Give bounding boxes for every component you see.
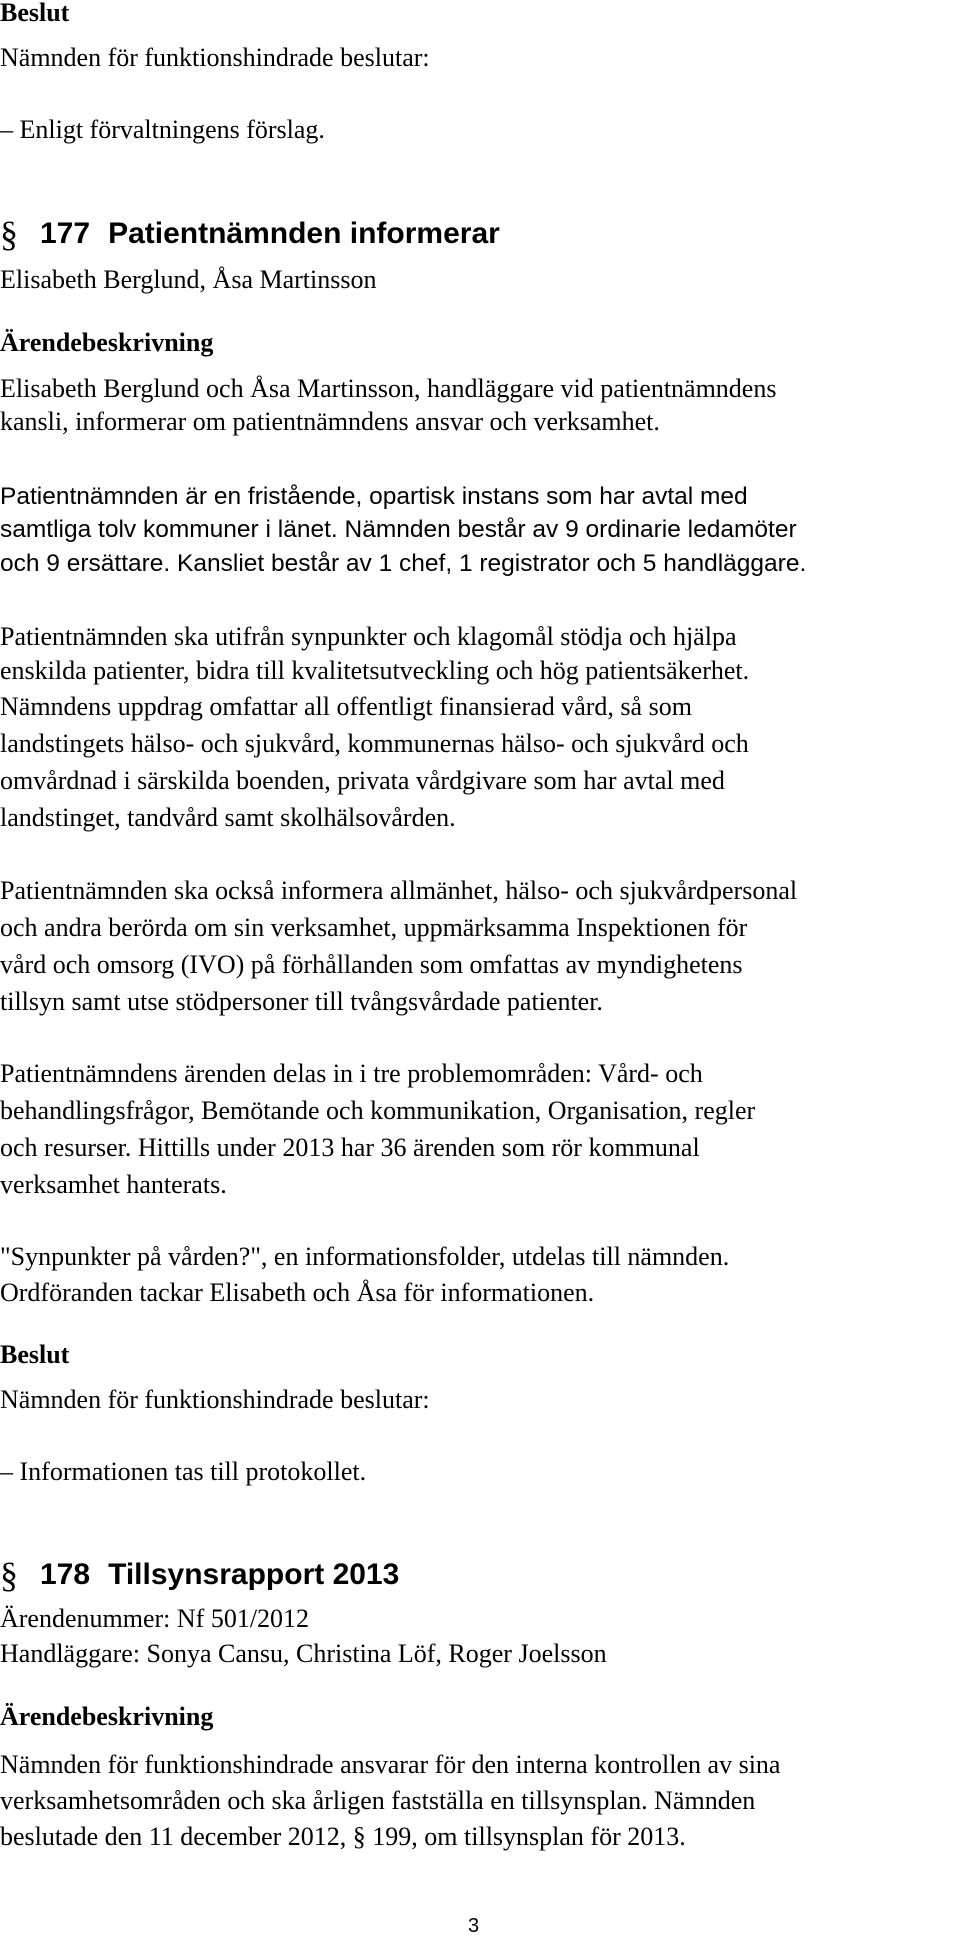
paragraph-line: Patientnämnden ska utifrån synpunkter och klagomål stödja och hjälpa [0,622,737,651]
paragraph-line: Patientnämnden är en fristående, opartisk instans som har avtal med [0,483,748,510]
decision-heading: Beslut [0,0,70,27]
paragraph-line: Patientnämndens ärenden delas in i tre problemområden: Vård- och [0,1059,703,1088]
paragraph-line: "Synpunkter på vården?", en informationsfolder, utdelas till nämnden. [0,1242,730,1271]
paragraph-line: enskilda patienter, bidra till kvalitetsutveckling och hög patientsäkerhet. [0,656,750,685]
decision-intro: Nämnden för funktionshindrade beslutar: [0,43,430,72]
section-sign: § [0,214,18,254]
decision-item: – Enligt förvaltningens förslag. [0,115,325,144]
paragraph-line: Ordföranden tackar Elisabeth och Åsa för informationen. [0,1278,595,1307]
case-description-heading: Ärendebeskrivning [0,328,214,357]
page-number: 3 [468,1915,480,1937]
section-number: 178 [40,1558,91,1591]
paragraph-line: Nämnden för funktionshindrade ansvarar för den interna kontrollen av sina [0,1750,781,1779]
decision-heading: Beslut [0,1340,70,1369]
case-number: Ärendenummer: Nf 501/2012 [0,1604,310,1633]
paragraph-line: och resurser. Hittills under 2013 har 36 ärenden som rör kommunal [0,1133,700,1162]
decision-intro: Nämnden för funktionshindrade beslutar: [0,1385,430,1414]
presenters: Elisabeth Berglund, Åsa Martinsson [0,265,377,294]
paragraph-line: vård och omsorg (IVO) på förhållanden som omfattas av myndighetens [0,950,743,979]
paragraph-line: omvårdnad i särskilda boenden, privata vårdgivare som har avtal med [0,766,725,795]
paragraph-line: beslutade den 11 december 2012, § 199, om tillsynsplan för 2013. [0,1822,686,1851]
section-sign: § [0,1555,18,1595]
paragraph-line: tillsyn samt utse stödpersoner till tvångsvårdade patienter. [0,987,603,1016]
case-description-heading: Ärendebeskrivning [0,1702,214,1731]
paragraph-line: verksamhet hanterats. [0,1170,227,1199]
section-178-heading [0,1555,399,1595]
paragraph-line: landstingets hälso- och sjukvård, kommunernas hälso- och sjukvård och [0,729,749,758]
paragraph-line: Patientnämnden ska också informera allmänhet, hälso- och sjukvårdpersonal [0,876,798,905]
paragraph-line: Elisabeth Berglund och Åsa Martinsson, handläggare vid patientnämndens [0,374,777,403]
paragraph-line: landstinget, tandvård samt skolhälsovården. [0,803,456,832]
section-title: Tillsynsrapport 2013 [108,1558,400,1591]
paragraph-line: och andra berörda om sin verksamhet, uppmärksamma Inspektionen för [0,913,748,942]
paragraph-line: verksamhetsområden och ska årligen fastställa en tillsynsplan. Nämnden [0,1786,756,1815]
paragraph-line: samtliga tolv kommuner i länet. Nämnden består av 9 ordinarie ledamöter [0,516,797,543]
paragraph-line: Nämndens uppdrag omfattar all offentligt finansierad vård, så som [0,692,692,721]
paragraph-line: kansli, informerar om patientnämndens ansvar och verksamhet. [0,407,660,436]
paragraph-line: och 9 ersättare. Kansliet består av 1 chef, 1 registrator och 5 handläggare. [0,550,807,577]
case-officers: Handläggare: Sonya Cansu, Christina Löf, Roger Joelsson [0,1639,607,1668]
decision-item: – Informationen tas till protokollet. [0,1457,367,1486]
section-number: 177 [40,217,91,250]
section-title: Patientnämnden informerar [108,217,500,250]
paragraph-line: behandlingsfrågor, Bemötande och kommunikation, Organisation, regler [0,1096,756,1125]
section-177-heading [0,214,500,254]
